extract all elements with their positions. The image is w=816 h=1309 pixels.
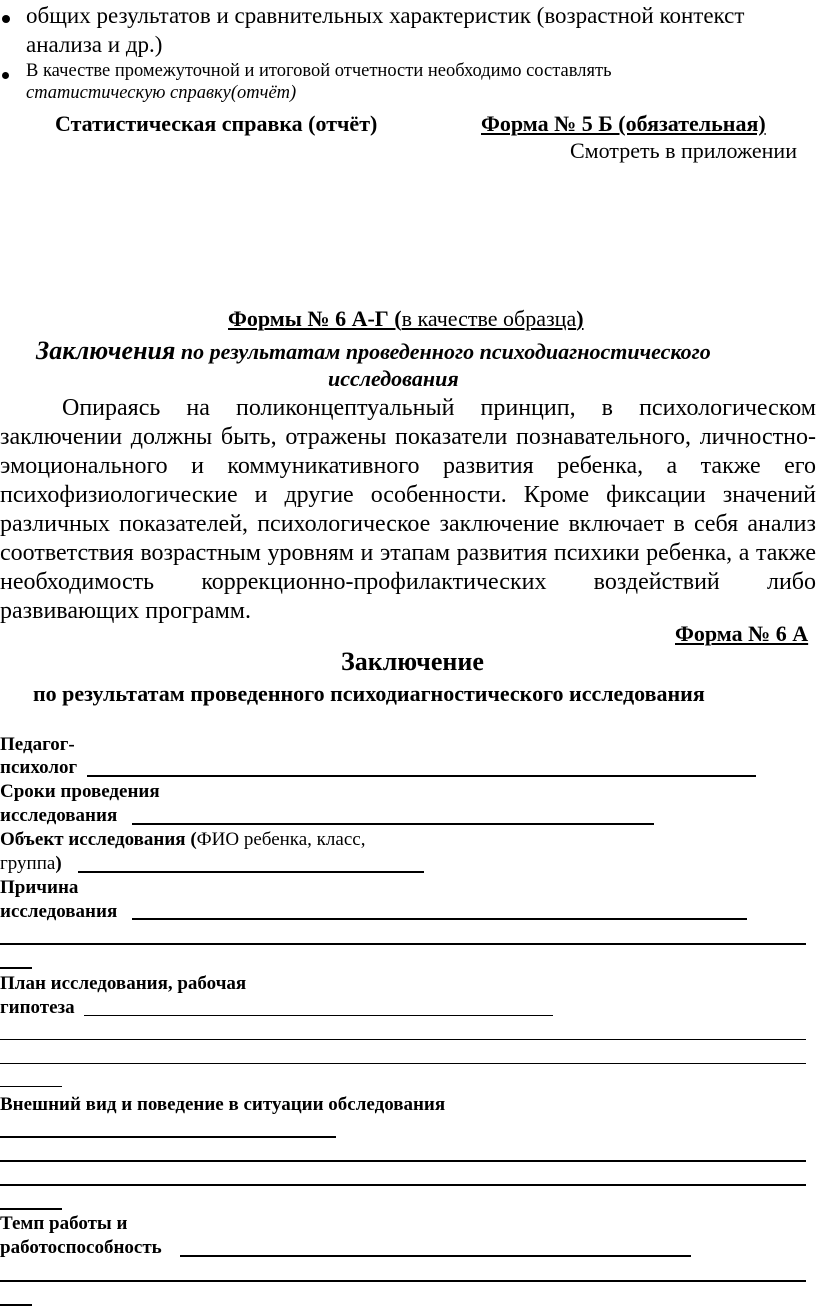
bullet-item-1-line-2: анализа и др.)	[26, 32, 163, 57]
paragraph-line-5: различных показателей, психологическое заключение включает в себя анализ	[0, 511, 816, 537]
paragraph-line-8: развивающих программ.	[0, 598, 251, 624]
field-teacher-line[interactable]	[87, 775, 756, 777]
field-tempo-line-3[interactable]	[0, 1304, 32, 1306]
paragraph-line-6: соответствия возрастным уровням и этапам развития психики ребенка, а также	[0, 540, 816, 566]
form6a-title: Заключение	[341, 647, 484, 676]
field-object-bold: Объект исследования (	[0, 829, 197, 850]
field-reason-label-1: Причина	[0, 877, 79, 898]
field-teacher-label-1: Педагог-	[0, 734, 75, 755]
field-tempo-line-2[interactable]	[0, 1280, 806, 1282]
paragraph-line-3: эмоционального и коммуникативного развития ребенка, а также его	[0, 453, 816, 479]
field-appearance-line-3[interactable]	[0, 1184, 806, 1186]
field-tempo-label-2: работоспособность	[0, 1237, 162, 1258]
forms6-heading-close: )	[576, 306, 584, 331]
field-plan-line[interactable]	[84, 1015, 553, 1016]
paragraph-line-2: заключении должны быть, отражены показатели познавательного, личностно-	[0, 424, 816, 450]
field-object-close: )	[55, 853, 62, 874]
bullet-item-2-line-2: статистическую справку(отчёт)	[26, 83, 297, 103]
field-appearance-line-4[interactable]	[0, 1208, 62, 1210]
form6a-label: Форма № 6 А	[675, 621, 809, 646]
forms6-subtitle-line2: исследования	[328, 366, 459, 391]
bullet-marker	[2, 15, 10, 23]
field-reason-line-2[interactable]	[0, 943, 806, 945]
field-appearance-label: Внешний вид и поведение в ситуации обследования	[0, 1094, 446, 1115]
form5-note: Смотреть в приложении	[570, 138, 797, 163]
bullet-item-2-line-1: В качестве промежуточной и итоговой отчетности необходимо составлять	[26, 61, 612, 81]
field-teacher-label-2: психолог	[0, 757, 78, 778]
forms6-subtitle	[36, 336, 711, 366]
field-plan-line-3[interactable]	[0, 1063, 806, 1064]
field-plan-line-4[interactable]	[0, 1086, 62, 1087]
field-appearance-line-2[interactable]	[0, 1160, 806, 1162]
paragraph-line-7: необходимость коррекционно-профилактических воздействий либо	[0, 569, 816, 595]
field-object-label-2	[0, 853, 62, 875]
field-reason-label-2: исследования	[0, 901, 118, 922]
field-plan-label-2: гипотеза	[0, 997, 75, 1018]
field-object-normal: ФИО ребенка, класс,	[196, 829, 366, 850]
field-plan-label-1: План исследования, рабочая	[0, 973, 247, 994]
form5-label: Форма № 5 Б (обязательная)	[481, 111, 766, 136]
forms6-heading-main: Формы № 6 А-Г (	[228, 306, 402, 331]
field-dates-line[interactable]	[132, 823, 654, 825]
field-object-line[interactable]	[78, 871, 424, 873]
field-reason-line[interactable]	[132, 918, 747, 920]
field-appearance-line[interactable]	[0, 1136, 336, 1138]
field-tempo-line[interactable]	[180, 1255, 691, 1257]
paragraph-line-4: психофизиологические и другие особенности. Кроме фиксации значений	[0, 482, 816, 508]
bullet-marker	[2, 72, 9, 79]
forms6-heading-rest: в качестве образца	[401, 306, 577, 331]
field-object-group: группа	[0, 853, 56, 874]
forms6-heading	[228, 306, 584, 332]
field-object-label-1	[0, 829, 365, 851]
forms6-subtitle-rest: по результатам проведенного психодиагностического	[175, 339, 711, 364]
form6a-subtitle: по результатам проведенного психодиагностического исследования	[33, 681, 705, 706]
field-plan-line-2[interactable]	[0, 1039, 806, 1040]
forms6-subtitle-big: Заключения	[36, 336, 176, 365]
field-reason-line-3[interactable]	[0, 967, 32, 969]
field-tempo-label-1: Темп работы и	[0, 1213, 128, 1234]
field-dates-label-2: исследования	[0, 805, 118, 826]
form5-title: Статистическая справка (отчёт)	[55, 111, 378, 136]
bullet-item-1-line-1: общих результатов и сравнительных характеристик (возрастной контекст	[26, 3, 745, 28]
paragraph-line-1: Опираясь на поликонцептуальный принцип, в психологическом	[62, 395, 816, 421]
field-dates-label-1: Сроки проведения	[0, 781, 160, 802]
